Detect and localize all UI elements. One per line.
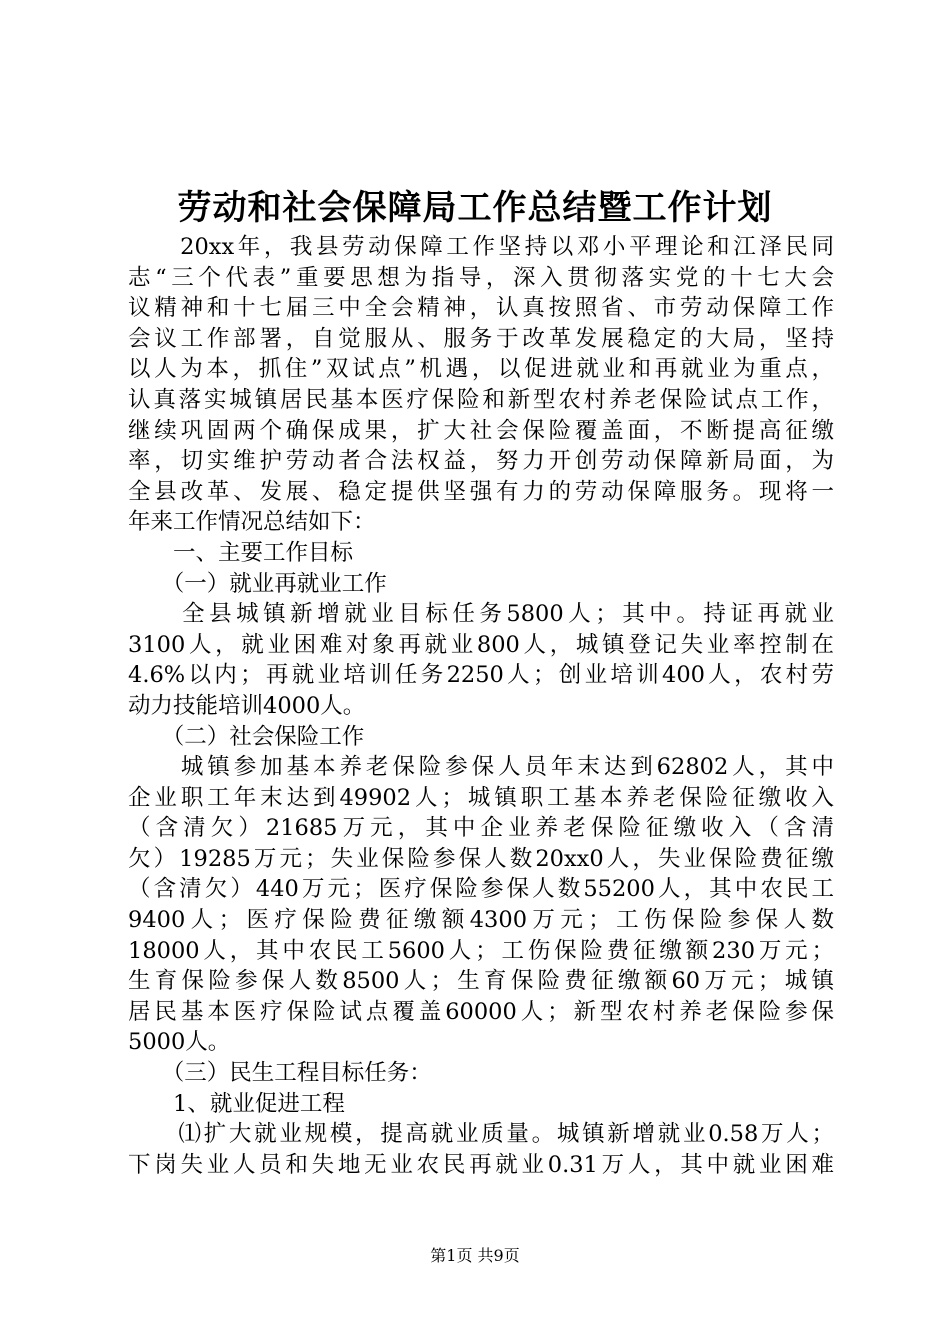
body-line: （三）民生工程目标任务： <box>128 1060 432 1087</box>
body-line: 1、就业促进工程 <box>128 1090 345 1117</box>
body-line: 全县改革、发展、稳定提供坚强有力的劳动保障服务。现将一 <box>128 478 834 505</box>
body-line: 会议工作部署，自觉服从、服务于改革发展稳定的大局，坚持 <box>128 325 834 352</box>
body-line: 城镇参加基本养老保险参保人员年末达到62802人，其中 <box>128 754 834 781</box>
body-line: 认真落实城镇居民基本医疗保险和新型农村养老保险试点工作， <box>128 386 834 413</box>
body-line: （二）社会保险工作 <box>128 723 365 750</box>
page-indicator: 第1页 共9页 <box>430 1246 520 1265</box>
body-line: 继续巩固两个确保成果，扩大社会保险覆盖面，不断提高征缴 <box>128 417 834 444</box>
body-line: 议精神和十七届三中全会精神，认真按照省、市劳动保障工作 <box>128 295 834 322</box>
body-line: 一、主要工作目标 <box>128 539 354 566</box>
body-line: 动力技能培训4000人。 <box>128 692 366 719</box>
body-line: 率，切实维护劳动者合法权益，努力开创劳动保障新局面，为 <box>128 448 834 475</box>
body-line: 居民基本医疗保险试点覆盖60000人；新型农村养老保险参保 <box>128 998 834 1025</box>
body-line: ⑴扩大就业规模，提高就业质量。城镇新增就业0.58万人； <box>128 1121 834 1148</box>
body-line: 生育保险参保人数8500人；生育保险费征缴额60万元；城镇 <box>128 968 834 995</box>
body-line: 全县城镇新增就业目标任务5800人；其中。持证再就业 <box>128 601 834 628</box>
body-line: 下岗失业人员和失地无业农民再就业0.31万人，其中就业困难 <box>128 1151 834 1178</box>
body-line: 18000人，其中农民工5600人；工伤保险费征缴额230万元； <box>128 937 834 964</box>
body-line: （含清欠）440万元；医疗保险参保人数55200人，其中农民工 <box>128 876 834 903</box>
body-line: 20xx年，我县劳动保障工作坚持以邓小平理论和江泽民同 <box>128 234 834 260</box>
body-line: 企业职工年末达到49902人；城镇职工基本养老保险征缴收入 <box>128 784 834 811</box>
body-line: 9400人；医疗保险费征缴额4300万元；工伤保险参保人数 <box>128 907 834 934</box>
document-body <box>128 232 834 1180</box>
body-line: 年来工作情况总结如下： <box>128 509 376 536</box>
body-line: 5000人。 <box>128 1029 231 1056</box>
document-title: 劳动和社会保障局工作总结暨工作计划 <box>177 188 773 228</box>
body-line: （一）就业再就业工作 <box>128 570 387 597</box>
body-line: 3100人，就业困难对象再就业800人，城镇登记失业率控制在 <box>128 631 834 658</box>
body-line: 4.6%以内；再就业培训任务2250人；创业培训400人，农村劳 <box>128 662 834 689</box>
body-line: 志“三个代表”重要思想为指导，深入贯彻落实党的十七大会 <box>128 264 834 291</box>
body-line: （含清欠）21685万元，其中企业养老保险征缴收入（含清 <box>128 815 834 842</box>
body-line: 欠）19285万元；失业保险参保人数20xx0人，失业保险费征缴 <box>128 845 834 872</box>
body-line: 以人为本，抓住”双试点”机遇，以促进就业和再就业为重点， <box>128 356 834 383</box>
